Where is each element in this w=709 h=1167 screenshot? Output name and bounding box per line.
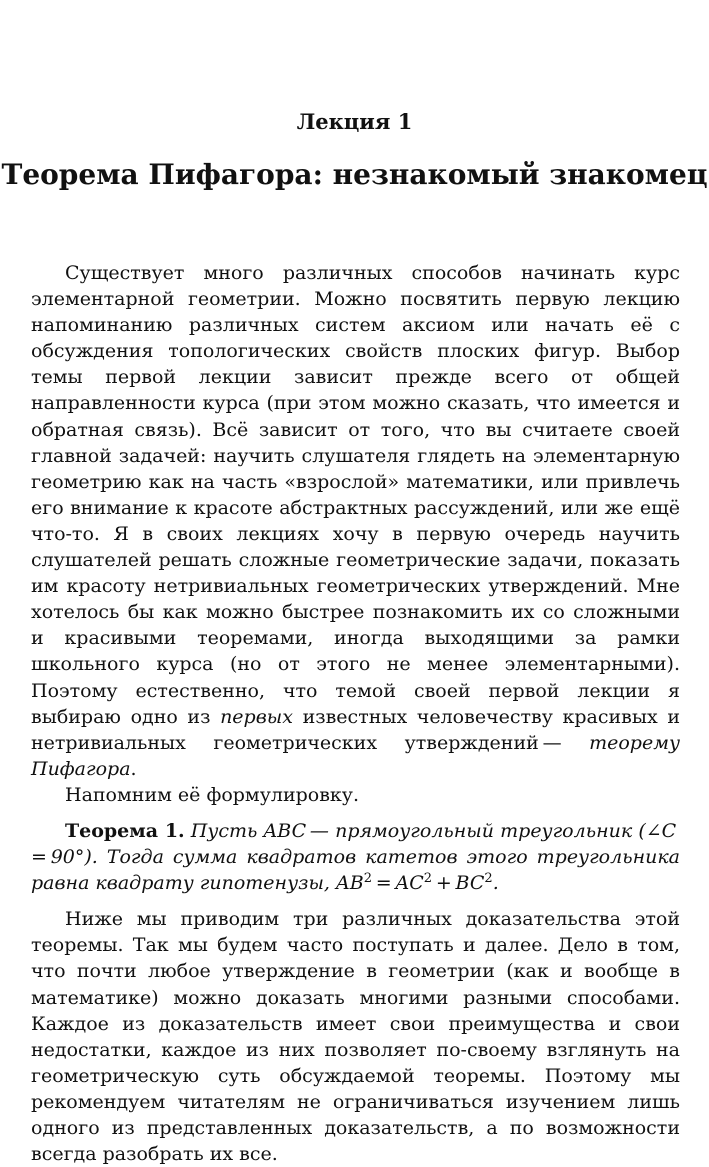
recall-paragraph: Напомним её формулировку. bbox=[65, 783, 360, 806]
formula-plus-bc: + BC bbox=[432, 872, 485, 895]
lecture-label: Лекция 1 bbox=[296, 109, 413, 134]
formula-ab: AB bbox=[336, 872, 364, 895]
theorem-label: Теорема 1. bbox=[65, 819, 185, 842]
formula-end: . bbox=[492, 872, 499, 895]
intro-text-end: . bbox=[130, 757, 137, 780]
intro-text-before: Существует много различных способов начинать курс элементарной геометрии. Можно посвятить первую лекцию напоминанию различных систем аксиом или начать её с обсуждения топологических свойств плоских фигур. Выбор темы первой лекции зависит прежде всего от общей направленности курса (при этом можно сказать, что имеется и обратная связь). Всё зависит от того, что вы считаете своей главной задачей: научить слушателя глядеть на элементарную геометрию как на часть «взрослой» математики, или привлечь его внимание к красоте абстрактных рассуждений, или же ещё что-то. Я в своих лекциях хочу в первую очередь научить слушателей решать сложные геометрические задачи, показать им красоту нетривиальных геометрических утверждений. Мне хотелось бы как можно быстрее познакомить их со сложными и красивыми теоремами, иногда выходящими за рамки школьного курса (но от этого не менее элементарными). Поэтому естественно, что темой своей первой лекции я выбираю одно из bbox=[31, 262, 680, 728]
formula-eq-ac: = AC bbox=[371, 872, 424, 895]
body-text bbox=[31, 260, 680, 1167]
theorem-angle-condition: (∠C = 90°). bbox=[31, 819, 680, 869]
intro-emph-theorem: теорему Пифагора bbox=[31, 731, 680, 780]
proofs-intro-paragraph: Ниже мы приводим три различных доказательства этой теоремы. Так мы будем часто поступать и далее. Дело в том, что почти любое утверждение в геометрии (как и вообще в математике) можно доказать многими разными способами. Каждое из доказательств имеет свои преимущества и свои недостатки, каждое из них позволяет по-своему взглянуть на геометрическую суть обсуждаемой теоремы. Поэтому мы рекомендуем читателям не ограничиваться изучением лишь одного из представленных доказательств, а по возможности всегда разобрать их все. bbox=[31, 908, 680, 1166]
intro-emph-first: первых bbox=[220, 705, 293, 728]
lecture-title: Теорема Пифагора: незнакомый знакомец bbox=[1, 158, 708, 191]
formula-sup-ac: 2 bbox=[423, 871, 433, 887]
theorem-body-part1: Пусть ABC — прямоугольный треугольник bbox=[184, 819, 639, 842]
intro-text-middle: известных человечеству красивых и нетривиальных геометрических утверждений — bbox=[31, 705, 680, 754]
formula-sup-bc: 2 bbox=[484, 871, 493, 887]
formula-sup-ab: 2 bbox=[363, 871, 372, 887]
intro-paragraph bbox=[31, 260, 680, 782]
theorem-statement bbox=[31, 818, 680, 896]
theorem-body-part2: Тогда сумма квадратов катетов этого треугольника равна квадрату гипотенузы, bbox=[31, 846, 680, 895]
